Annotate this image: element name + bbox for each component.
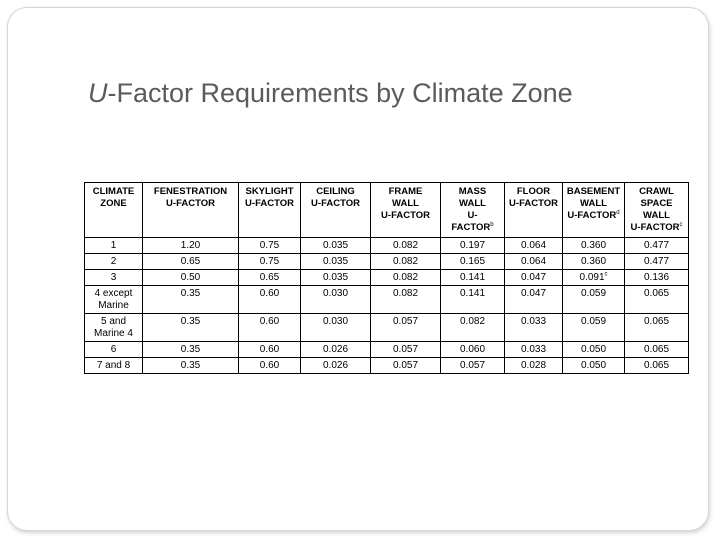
- value-cell: 0.060: [441, 342, 505, 358]
- value-cell: 0.75: [239, 238, 301, 254]
- value-cell: 0.477: [625, 254, 689, 270]
- value-cell: 0.035: [301, 238, 371, 254]
- value-cell: 0.065: [625, 358, 689, 374]
- column-header: [239, 183, 301, 238]
- value-cell: 0.047: [505, 270, 563, 286]
- value-cell: 0.033: [505, 342, 563, 358]
- climate-zone-cell: 2: [85, 254, 143, 270]
- header-line: CLIMATE: [92, 186, 135, 197]
- value-cell: 0.047: [505, 286, 563, 314]
- header-line: WALL: [392, 198, 419, 209]
- column-header: [625, 183, 689, 238]
- value-cell: 0.030: [301, 314, 371, 342]
- table-row: [85, 358, 689, 374]
- value-cell: 0.60: [239, 314, 301, 342]
- value-cell: 0.35: [143, 286, 239, 314]
- climate-zone-cell: 6: [85, 342, 143, 358]
- header-line: SPACE: [640, 198, 673, 209]
- value-cell: 0.082: [371, 270, 441, 286]
- value-cell: 0.065: [625, 342, 689, 358]
- value-cell: 1.20: [143, 238, 239, 254]
- value-cell: 0.065: [625, 314, 689, 342]
- value-cell: 0.60: [239, 342, 301, 358]
- column-header: [563, 183, 625, 238]
- table-row: [85, 342, 689, 358]
- value-cell: 0.030: [301, 286, 371, 314]
- column-header: [301, 183, 371, 238]
- table-row: [85, 286, 689, 314]
- column-header: [505, 183, 563, 238]
- value-cell: 0.059: [563, 286, 625, 314]
- value-cell: 0.026: [301, 342, 371, 358]
- column-header: [143, 183, 239, 238]
- value-cell: 0.035: [301, 270, 371, 286]
- value-cell: 0.477: [625, 238, 689, 254]
- header-line: FRAME: [388, 186, 423, 197]
- title-rest: -Factor Requirements by Climate Zone: [107, 78, 573, 108]
- value-cell: 0.035: [301, 254, 371, 270]
- value-cell: 0.165: [441, 254, 505, 270]
- header-line: BASEMENT: [566, 186, 621, 197]
- value-cell: 0.75: [239, 254, 301, 270]
- header-line: U-FACTOR: [509, 198, 558, 209]
- column-header: [371, 183, 441, 238]
- value-cell: 0.091$^c$: [563, 270, 625, 286]
- value-cell: 0.059: [563, 314, 625, 342]
- table-row: [85, 270, 689, 286]
- header-line: FLOOR: [516, 186, 551, 197]
- header-line: U-FACTOR$^d$: [567, 209, 620, 221]
- header-line: WALL: [459, 198, 486, 209]
- title-italic-u: U: [88, 78, 108, 108]
- header-line: CRAWL: [639, 186, 674, 197]
- header-line: U-FACTOR: [311, 198, 360, 209]
- value-cell: 0.065: [625, 286, 689, 314]
- header-line: ZONE: [100, 198, 127, 209]
- value-cell: 0.064: [505, 238, 563, 254]
- climate-zone-cell: 5 and Marine 4: [85, 314, 143, 342]
- climate-zone-cell: 1: [85, 238, 143, 254]
- header-line: WALL: [643, 210, 670, 221]
- footnote-marker: d: [616, 209, 620, 216]
- value-cell: 0.35: [143, 314, 239, 342]
- value-cell: 0.082: [371, 254, 441, 270]
- value-cell: 0.35: [143, 358, 239, 374]
- header-line: SKYLIGHT: [245, 186, 294, 197]
- table-row: [85, 254, 689, 270]
- header-line: U-FACTOR: [166, 198, 215, 209]
- header-line: CEILING: [316, 186, 355, 197]
- slide-title: [88, 78, 573, 109]
- table-body: [85, 238, 689, 374]
- header-line: WALL: [580, 198, 607, 209]
- header-line: FACTOR$^b$: [451, 221, 494, 233]
- climate-zone-cell: 7 and 8: [85, 358, 143, 374]
- value-cell: 0.65: [239, 270, 301, 286]
- header-row: [85, 183, 689, 238]
- value-cell: 0.082: [371, 286, 441, 314]
- value-cell: 0.057: [371, 314, 441, 342]
- header-line: U-: [467, 210, 478, 221]
- value-cell: 0.197: [441, 238, 505, 254]
- climate-zone-cell: 3: [85, 270, 143, 286]
- value-cell: 0.65: [143, 254, 239, 270]
- value-cell: 0.033: [505, 314, 563, 342]
- value-cell: 0.026: [301, 358, 371, 374]
- column-header: [441, 183, 505, 238]
- value-cell: 0.050: [563, 358, 625, 374]
- header-line: U-FACTOR: [381, 210, 430, 221]
- value-cell: 0.141: [441, 286, 505, 314]
- table-row: [85, 238, 689, 254]
- value-cell: 0.141: [441, 270, 505, 286]
- value-cell: 0.35: [143, 342, 239, 358]
- value-cell: 0.064: [505, 254, 563, 270]
- value-cell: 0.082: [371, 238, 441, 254]
- header-line: U-FACTOR$^c$: [630, 221, 683, 233]
- climate-zone-cell: 4 except Marine: [85, 286, 143, 314]
- value-cell: 0.136: [625, 270, 689, 286]
- footnote-marker: c: [679, 221, 683, 228]
- footnote-marker: c: [604, 271, 608, 278]
- value-cell: 0.360: [563, 254, 625, 270]
- u-factor-table: [84, 182, 689, 374]
- value-cell: 0.028: [505, 358, 563, 374]
- footnote-marker: b: [490, 221, 494, 228]
- header-line: U-FACTOR: [245, 198, 294, 209]
- value-cell: 0.050: [563, 342, 625, 358]
- value-cell: 0.082: [441, 314, 505, 342]
- table-row: [85, 314, 689, 342]
- column-header: [85, 183, 143, 238]
- value-cell: 0.057: [441, 358, 505, 374]
- value-cell: 0.60: [239, 286, 301, 314]
- value-cell: 0.057: [371, 342, 441, 358]
- value-cell: 0.50: [143, 270, 239, 286]
- header-line: FENESTRATION: [153, 186, 228, 197]
- value-cell: 0.057: [371, 358, 441, 374]
- value-cell: 0.360: [563, 238, 625, 254]
- value-cell: 0.60: [239, 358, 301, 374]
- header-line: MASS: [458, 186, 487, 197]
